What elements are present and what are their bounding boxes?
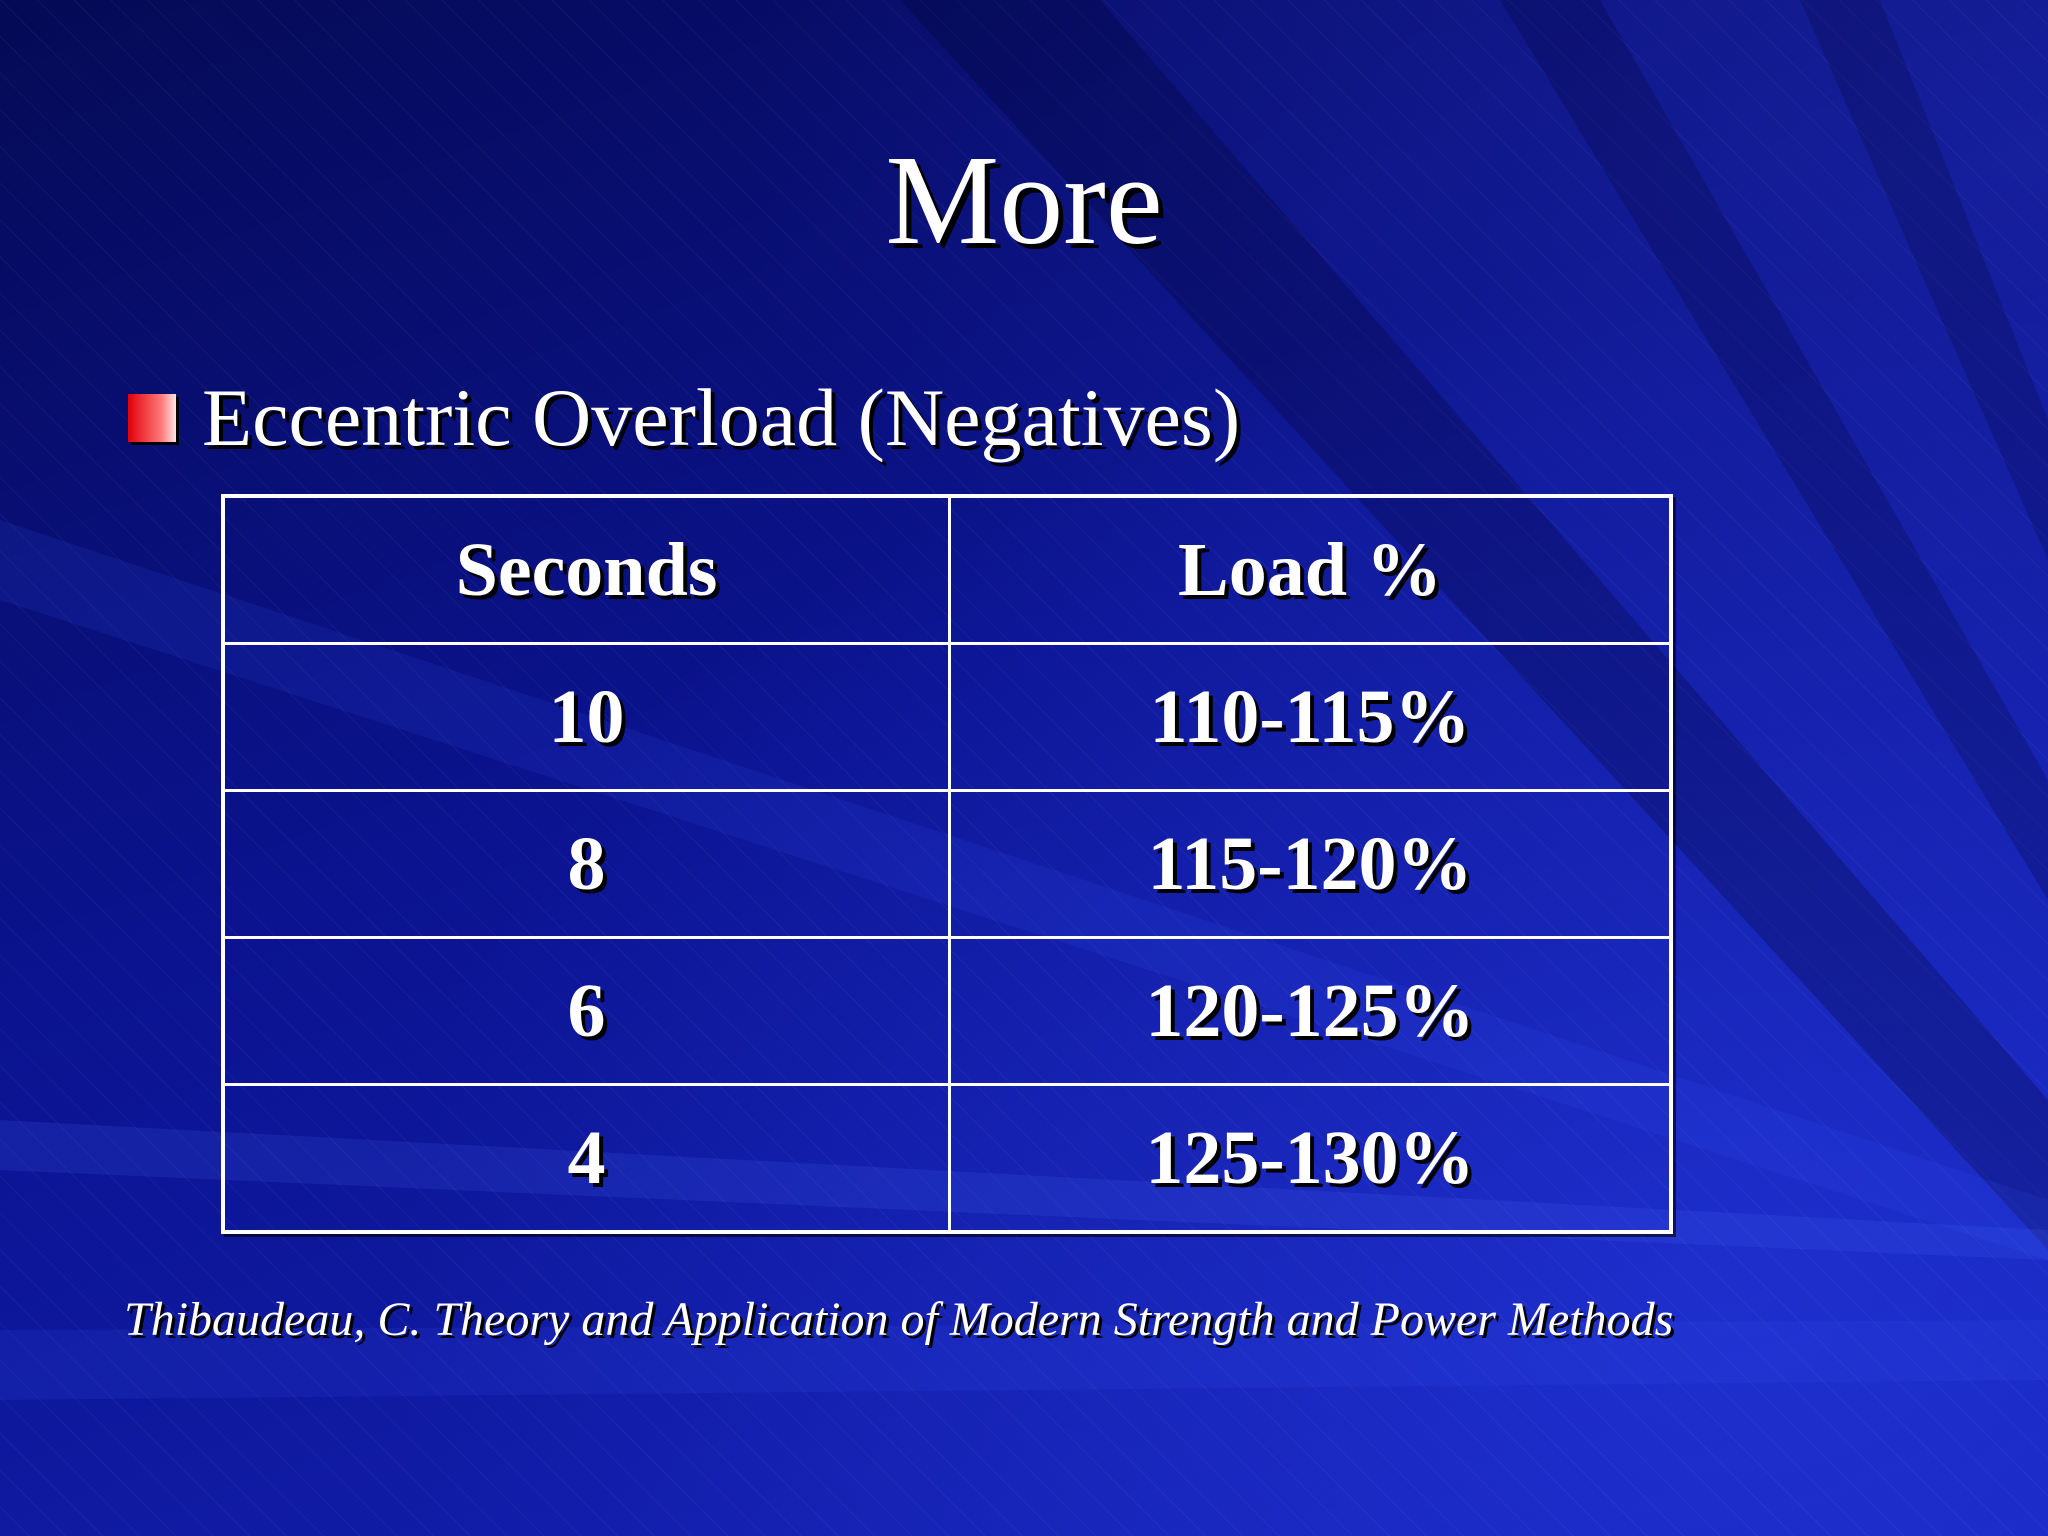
cell-seconds: 8 [223, 791, 950, 938]
cell-seconds: 4 [223, 1085, 950, 1233]
red-gradient-square-icon [128, 394, 176, 442]
table-row [223, 938, 1671, 1085]
citation: Thibaudeau, C. Theory and Application of Modern Strength and Power Methods [124, 1293, 1674, 1346]
cell-load: 120-125% [950, 938, 1672, 1085]
slide-title: More [885, 129, 1163, 271]
table-header-row [223, 496, 1671, 644]
load-table [221, 494, 1673, 1234]
table-row [223, 1085, 1671, 1233]
header-load: Load % [950, 496, 1672, 644]
table-row [223, 791, 1671, 938]
cell-load: 110-115% [950, 644, 1672, 791]
cell-load: 115-120% [950, 791, 1672, 938]
cell-seconds: 10 [223, 644, 950, 791]
header-seconds: Seconds [223, 496, 950, 644]
table-row [223, 644, 1671, 791]
bullet-text: Eccentric Overload (Negatives) [202, 372, 1241, 463]
cell-load: 125-130% [950, 1085, 1672, 1233]
cell-seconds: 6 [223, 938, 950, 1085]
bullet-item [128, 368, 1240, 468]
